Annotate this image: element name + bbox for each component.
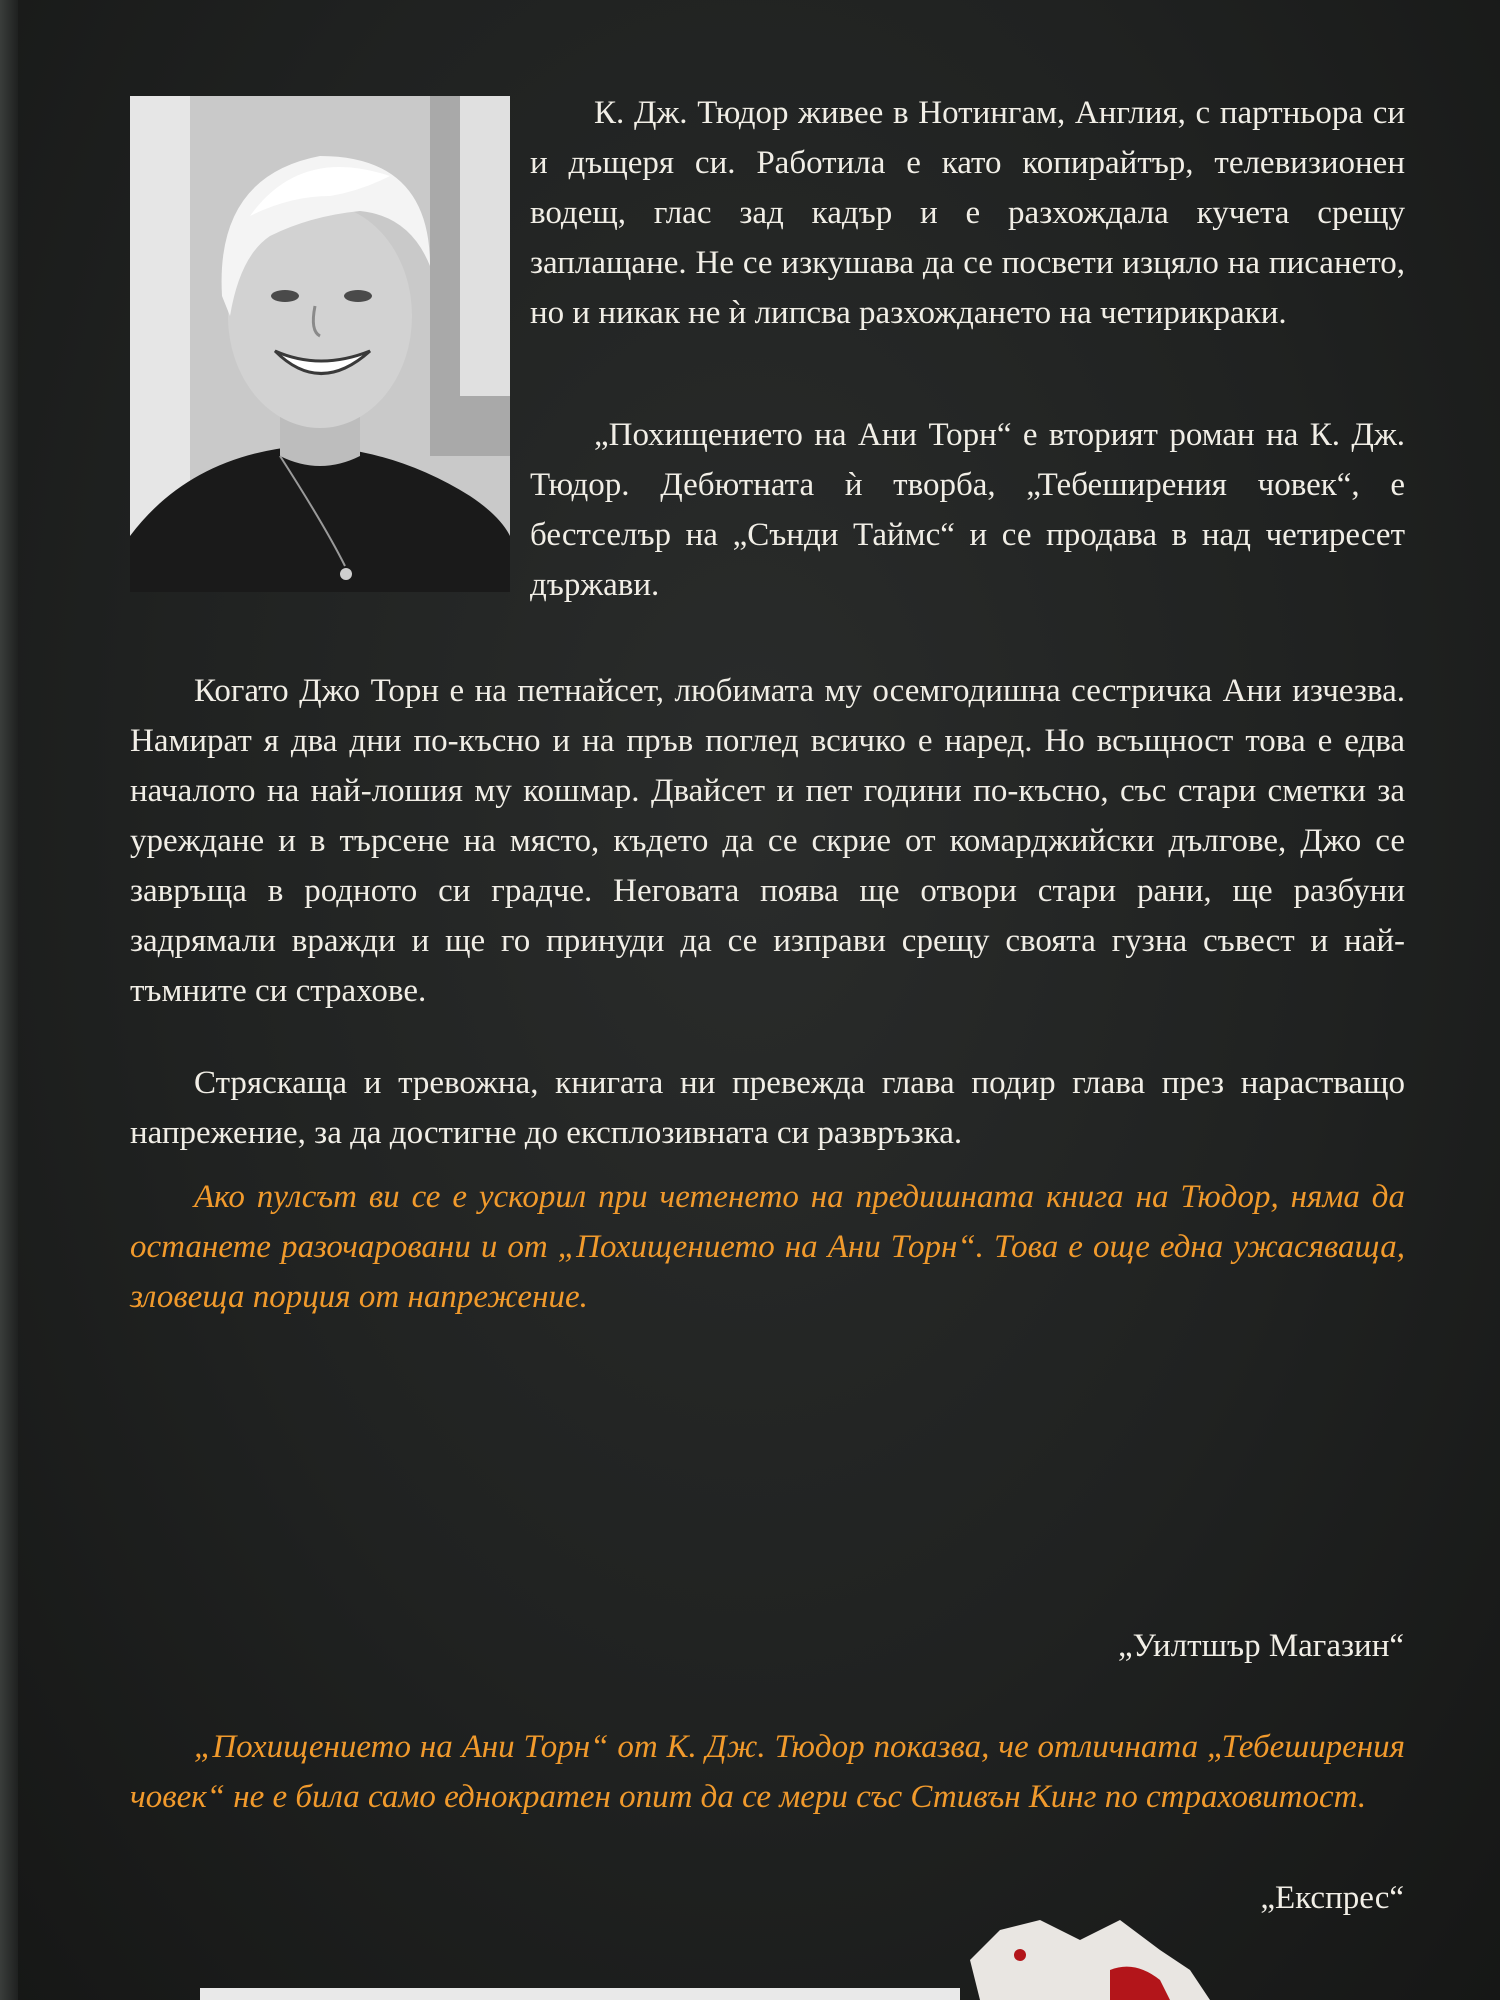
author-photo: [130, 96, 510, 592]
review-quote-1: [130, 1172, 1405, 1322]
cover-edge: [0, 0, 18, 2000]
synopsis: [130, 666, 1405, 1158]
review-quote-2-text: „Похищението на Ани Торн“ от К. Дж. Тюдор показва, че отличната „Тебеширения човек“ не е била само еднократен опит да се мери със Стивън Кинг по страховитост.: [130, 1729, 1405, 1815]
author-bio-text-1: К. Дж. Тюдор живее в Нотингам, Англия, с партньора си и дъщеря си. Работила е като копирайтър, телевизионен водещ, глас зад кадър и е разхождала кучета срещу заплащане. Не се изкушава да се посвети изцяло на писането, но и никак не ѝ липсва разхождането на четирикраки.: [530, 95, 1405, 331]
author-bio-text-2: „Похищението на Ани Торн“ е вторият роман на К. Дж. Тюдор. Дебютната ѝ творба, „Тебеширения човек“, е бестселър на „Сънди Таймс“ и се продава в над четиресет държави.: [530, 417, 1405, 603]
synopsis-paragraph-1: Когато Джо Торн е на петнайсет, любимата му осемгодишна сестричка Ани изчезва. Намират я два дни по-късно и на пръв поглед всичко е наред. Но всъщност това е едва началото на най-лошия му кошмар. Двайсет и пет години по-късно, със стари сметки за уреждане и в търсене на място, където да се скрие от комарджийски дългове, Джо се завръща в родното си градче. Неговата поява ще отвори стари рани, ще разбуни задрямали вражди и ще го принуди да се изправи срещу своята гузна съвест и най-тъмните си страхове.: [130, 673, 1405, 1009]
torn-paper-decoration: [960, 1900, 1220, 2000]
review-quote-2: [130, 1722, 1405, 1822]
author-bio-paragraph-1: [530, 88, 1405, 338]
synopsis-paragraph-2: Стряскаща и тревожна, книгата ни превежда глава подир глава през нарастващо напрежение, за да достигне до експлозивната си развръзка.: [130, 1065, 1405, 1151]
bottom-edge-strip: [200, 1988, 960, 2000]
review-quote-1-text: Ако пулсът ви се е ускорил при четенето на предишната книга на Тюдор, няма да останете разочаровани и от „Похищението на Ани Торн“. Това е още една ужасяваща, зловеща порция от напрежение.: [130, 1179, 1405, 1315]
author-portrait-image: [130, 96, 510, 592]
review-source-2: „Експрес“: [1260, 1880, 1404, 1916]
review-source-1: „Уилтшър Магазин“: [1117, 1628, 1404, 1664]
author-bio-paragraph-2: [530, 410, 1405, 610]
